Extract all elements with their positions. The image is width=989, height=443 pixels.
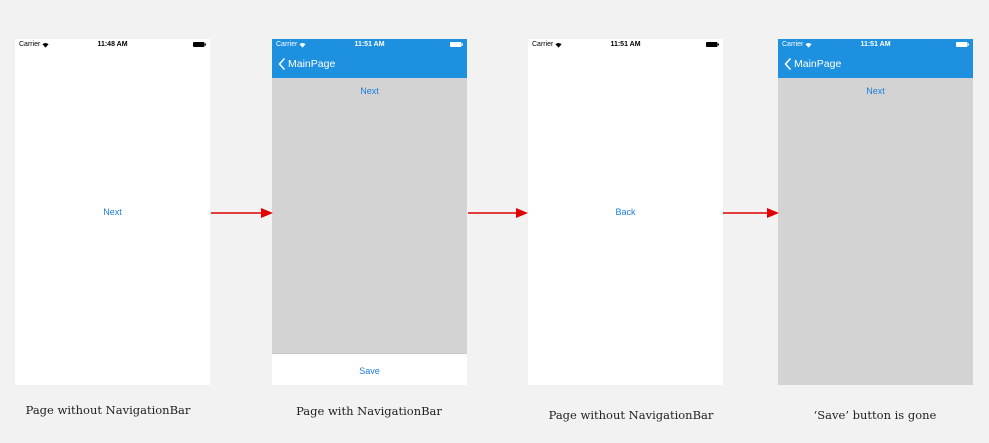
next-button[interactable]: Next bbox=[360, 86, 379, 96]
battery-icon bbox=[706, 42, 719, 47]
next-button[interactable]: Next bbox=[866, 86, 885, 96]
status-time: 11:51 AM bbox=[860, 41, 891, 48]
bottom-toolbar bbox=[272, 353, 467, 385]
nav-back-button[interactable] bbox=[784, 57, 841, 71]
caption-screen-1: Page without NavigationBar bbox=[25, 403, 191, 417]
status-time: 11:51 AM bbox=[610, 41, 641, 48]
carrier-label: Carrier bbox=[276, 41, 298, 48]
next-button[interactable]: Next bbox=[103, 207, 122, 217]
status-bar bbox=[778, 39, 973, 51]
screen-3-phone bbox=[528, 39, 723, 385]
battery-icon bbox=[193, 42, 206, 47]
screen-1-phone bbox=[15, 39, 210, 385]
navigation-bar bbox=[272, 39, 467, 78]
chevron-left-icon bbox=[278, 58, 285, 70]
arrow-right-icon bbox=[723, 207, 779, 219]
carrier-label: Carrier bbox=[532, 41, 554, 48]
screen-4-phone bbox=[778, 39, 973, 385]
chevron-left-icon bbox=[784, 58, 791, 70]
status-bar bbox=[528, 39, 723, 51]
navigation-bar bbox=[778, 39, 973, 78]
nav-back-label: MainPage bbox=[794, 58, 842, 70]
caption-screen-2: Page with NavigationBar bbox=[296, 404, 442, 418]
nav-back-button[interactable] bbox=[278, 57, 335, 71]
caption-screen-3: Page without NavigationBar bbox=[548, 408, 714, 422]
save-button[interactable]: Save bbox=[359, 366, 380, 376]
battery-icon bbox=[450, 42, 463, 47]
carrier-label: Carrier bbox=[782, 41, 804, 48]
back-button[interactable]: Back bbox=[615, 207, 636, 217]
caption-screen-4: ‘Save’ button is gone bbox=[813, 408, 937, 422]
arrow-right-icon bbox=[211, 207, 273, 219]
nav-back-label: MainPage bbox=[288, 58, 336, 70]
battery-icon bbox=[956, 42, 969, 47]
carrier-label: Carrier bbox=[19, 41, 41, 48]
status-time: 11:51 AM bbox=[354, 41, 385, 48]
screen-2-phone bbox=[272, 39, 467, 385]
arrow-right-icon bbox=[468, 207, 528, 219]
status-time: 11:48 AM bbox=[97, 41, 128, 48]
status-bar bbox=[15, 39, 210, 51]
status-bar bbox=[272, 39, 467, 51]
